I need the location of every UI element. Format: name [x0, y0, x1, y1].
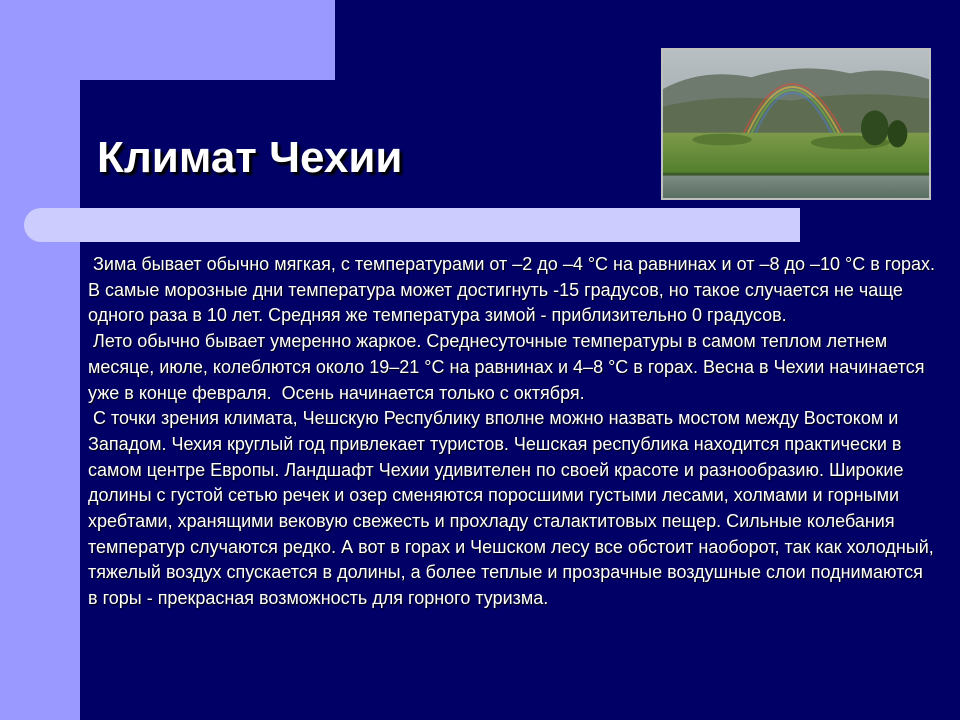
paragraph-summer: Лето обычно бывает умеренно жаркое. Среднесуточные температуры в самом теплом летнем месяце, июле, колеблются около 19–21 °C на равнинах и 4–8 °C в горах. Весна в Чехии начинается уже в конце февраля. Осень начинается только с октября. [88, 331, 930, 403]
paragraph-geography: С точки зрения климата, Чешскую Республику вполне можно назвать мостом между Востоком и Западом. Чехия круглый год привлекает туристов. Чешская республика находится практически в самом центре Европы. Ландшафт Чехии удивителен по своей красоте и разнообразию. Широкие долины с густой сетью речек и озер сменяются поросшими густыми лесами, холмами и горными хребтами, хранящими вековую свежесть и прохладу сталактитовых пещер. Сильные колебания температур случаются редко. А вот в горах и Чешском лесу все обстоит наоборот, так как холодный, тяжелый воздух спускается в долины, а более теплые и прозрачные воздушные слои поднимаются в горы - прекрасная возможность для горного туризма. [88, 408, 939, 609]
decor-left-strip [0, 0, 80, 720]
slide-body-text [88, 252, 940, 612]
decor-title-bar [24, 208, 800, 242]
rainbow-landscape-photo [661, 48, 931, 200]
slide-title: Климат Чехии [97, 133, 403, 182]
paragraph-winter: Зима бывает обычно мягкая, с температурами от –2 до –4 °C на равнинах и от –8 до –10 °C в горах. В самые морозные дни температура может достигнуть -15 градусов, но такое случается не чаще одного раза в 10 лет. Средняя же температура зимой - приблизительно 0 градусов. [88, 254, 940, 326]
